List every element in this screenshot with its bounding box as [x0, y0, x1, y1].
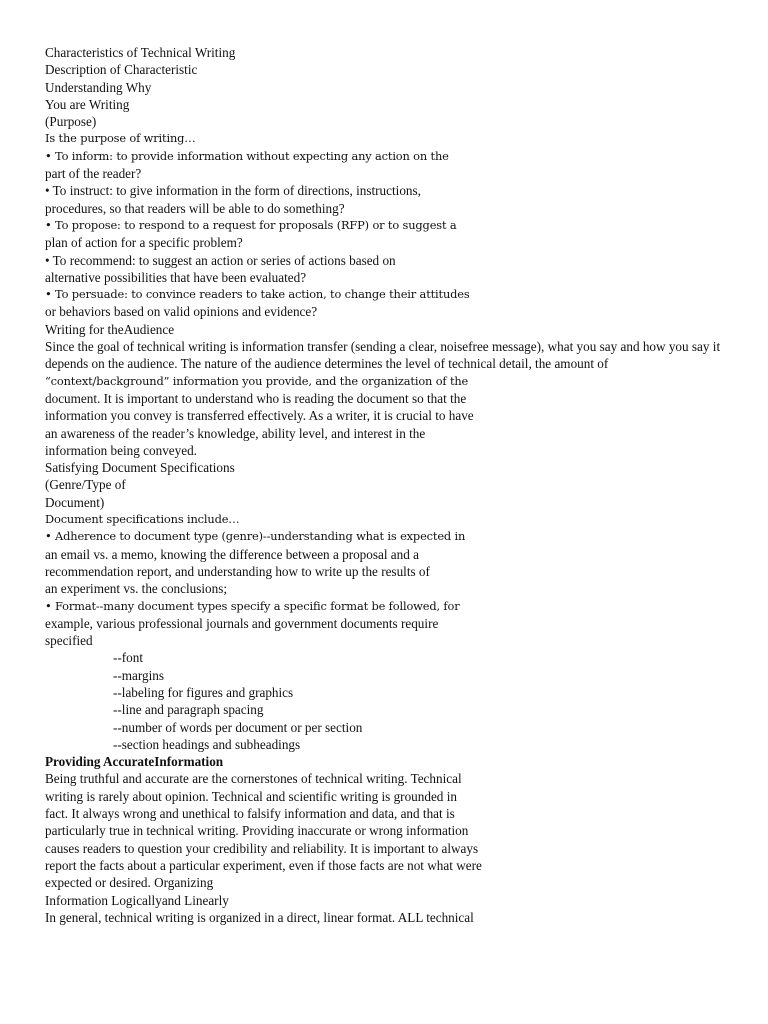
text-line: Understanding Why [45, 79, 152, 95]
text-line: • To propose: to respond to a request for proposals (RFP) or to suggest a [45, 217, 457, 232]
text-line: • Format--many document types specify a specific format be followed, for [45, 598, 460, 613]
text-line: --labeling for figures and graphics [113, 684, 294, 700]
text-line: Characteristics of Technical Writing [45, 45, 236, 60]
text-line: Being truthful and accurate are the cornerstones of technical writing. Technical [45, 771, 462, 787]
document-page [45, 44, 735, 926]
text-line: Providing AccurateInformation [45, 754, 224, 770]
text-line: Information Logicallyand Linearly [45, 892, 229, 908]
text-line: Writing for theAudience [45, 321, 175, 337]
text-line: Document specifications include… [45, 512, 240, 527]
text-line: • To recommend: to suggest an action or series of actions based on [45, 252, 396, 268]
text-line: --section headings and subheadings [113, 736, 301, 752]
text-line: “context/background” information you provide, and the organization of the [45, 373, 469, 388]
text-line: particularly true in technical writing. Providing inaccurate or wrong information [45, 823, 469, 839]
text-line: example, various professional journals and government documents require [45, 615, 439, 631]
text-line: You are Writing [45, 96, 130, 112]
text-line: plan of action for a specific problem? [45, 235, 243, 251]
text-line: (Purpose) [45, 114, 97, 130]
text-line: information you convey is transferred effectively. As a writer, it is crucial to have [45, 408, 474, 424]
text-line: • To persuade: to convince readers to take action, to change their attitudes [45, 287, 470, 302]
text-line: writing is rarely about opinion. Technical and scientific writing is grounded in [45, 788, 457, 804]
text-line: procedures, so that readers will be able to do something? [45, 200, 345, 216]
text-line: report the facts about a particular experiment, even if those facts are not what were [45, 857, 482, 873]
text-line: recommendation report, and understanding how to write up the results of [45, 563, 430, 579]
text-line: an experiment vs. the conclusions; [45, 581, 228, 597]
text-line: --number of words per document or per section [113, 719, 363, 735]
text-line: • To inform: to provide information without expecting any action on the [45, 148, 449, 163]
text-line: --line and paragraph spacing [113, 702, 264, 718]
text-line: Since the goal of technical writing is information transfer (sending a clear, noisefree message), what you say and how you say it depends on the audience. The nature of the audience determines the level of technical detail, the amount of [45, 339, 721, 372]
text-line: an email vs. a memo, knowing the difference between a proposal and a [45, 546, 420, 562]
text-line: --margins [113, 667, 165, 683]
text-line: fact. It always wrong and unethical to falsify information and data, and that is [45, 806, 455, 822]
text-line: Satisfying Document Specifications [45, 460, 235, 476]
text-line: Document) [45, 494, 105, 510]
text-line: expected or desired. Organizing [45, 875, 214, 891]
text-line: specified [45, 633, 93, 649]
text-line: --font [113, 650, 144, 666]
text-line: an awareness of the reader’s knowledge, ability level, and interest in the [45, 425, 426, 441]
text-line: (Genre/Type of [45, 477, 126, 493]
text-line: part of the reader? [45, 166, 142, 182]
text-line: In general, technical writing is organized in a direct, linear format. ALL technical [45, 909, 474, 925]
text-line: • Adherence to document type (genre)--understanding what is expected in [45, 529, 466, 544]
text-line: information being conveyed. [45, 442, 197, 458]
text-line: or behaviors based on valid opinions and evidence? [45, 304, 318, 320]
text-line: causes readers to question your credibility and reliability. It is important to always [45, 840, 479, 856]
text-line: Is the purpose of writing… [45, 131, 196, 146]
text-line: • To instruct: to give information in the form of directions, instructions, [45, 183, 421, 199]
text-line: alternative possibilities that have been evaluated? [45, 269, 307, 285]
text-line: document. It is important to understand who is reading the document so that the [45, 390, 467, 406]
text-line: Description of Characteristic [45, 62, 198, 78]
